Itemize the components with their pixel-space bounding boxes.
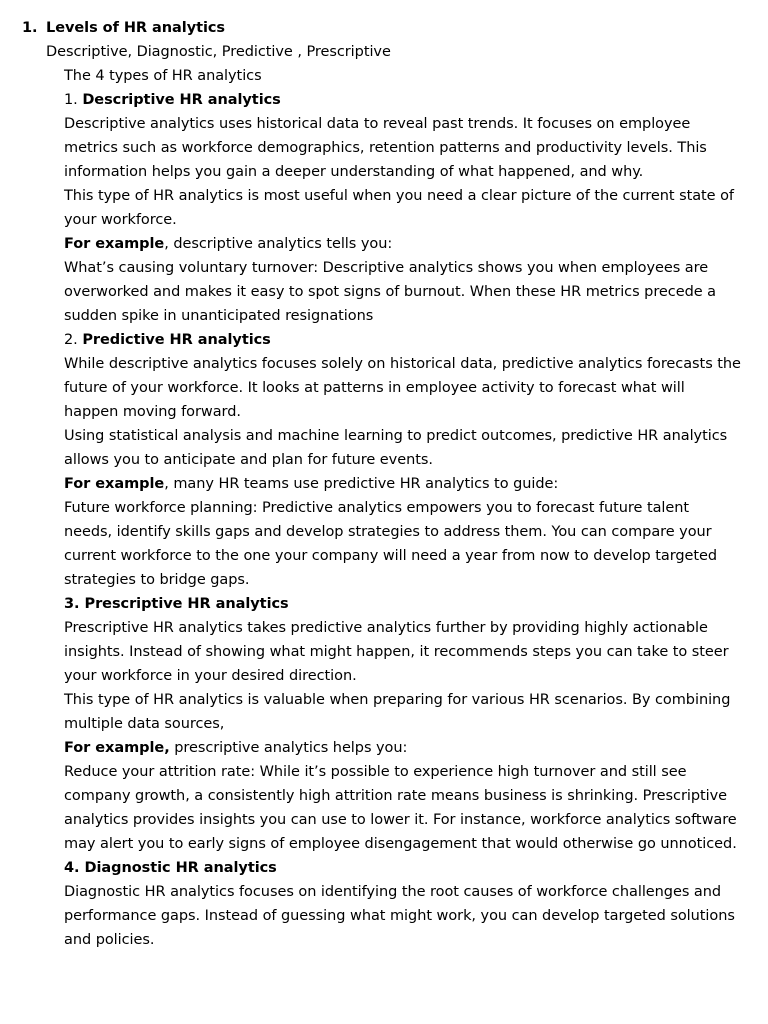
predictive-line: While descriptive analytics focuses solely on historical data, predictive analytics forecasts the — [64, 356, 741, 372]
diagnostic-line: performance gaps. Instead of guessing what might work, you can develop targeted solutions — [64, 908, 735, 924]
predictive-line: allows you to anticipate and plan for future events. — [64, 452, 433, 468]
descriptive-line: your workforce. — [64, 212, 177, 228]
levels-line: Descriptive, Diagnostic, Predictive , Prescriptive — [46, 44, 391, 60]
example-label: For example, — [64, 740, 170, 756]
example-text: , many HR teams use predictive HR analytics to guide: — [164, 476, 559, 492]
descriptive-number: 1. — [64, 92, 78, 108]
example-label: For example — [64, 236, 165, 252]
descriptive-title: Descriptive HR analytics — [82, 92, 281, 108]
diagnostic-line: Diagnostic HR analytics focuses on identifying the root causes of workforce challenges and — [64, 884, 722, 900]
predictive-number: 2. — [64, 332, 78, 348]
prescriptive-line: Prescriptive HR analytics takes predictive analytics further by providing highly actionable — [64, 620, 708, 636]
descriptive-line: metrics such as workforce demographics, retention patterns and productivity levels. This — [64, 140, 707, 156]
predictive-line: future of your workforce. It looks at patterns in employee activity to forecast what will — [64, 380, 685, 396]
descriptive-example — [64, 232, 392, 256]
prescriptive-example-line: Reduce your attrition rate: While it’s possible to experience high turnover and still see — [64, 764, 687, 780]
predictive-line: Using statistical analysis and machine learning to predict outcomes, predictive HR analytics — [64, 428, 728, 444]
prescriptive-line: This type of HR analytics is valuable when preparing for various HR scenarios. By combining — [64, 692, 731, 708]
diagnostic-heading: 4. Diagnostic HR analytics — [64, 860, 277, 876]
prescriptive-example-line: company growth, a consistently high attrition rate means business is shrinking. Prescriptive — [64, 788, 728, 804]
prescriptive-example-line: analytics provides insights you can use to lower it. For instance, workforce analytics software — [64, 812, 737, 828]
prescriptive-example-line: may alert you to early signs of employee disengagement that would otherwise go unnoticed. — [64, 836, 737, 852]
descriptive-example-line: What’s causing voluntary turnover: Descriptive analytics shows you when employees are — [64, 260, 709, 276]
example-text: , descriptive analytics tells you: — [164, 236, 393, 252]
prescriptive-line: your workforce in your desired direction. — [64, 668, 357, 684]
predictive-title: Predictive HR analytics — [82, 332, 271, 348]
descriptive-line: Descriptive analytics uses historical data to reveal past trends. It focuses on employee — [64, 116, 691, 132]
prescriptive-line: insights. Instead of showing what might happen, it recommends steps you can take to steer — [64, 644, 729, 660]
descriptive-heading — [64, 88, 281, 112]
example-text: prescriptive analytics helps you: — [169, 740, 408, 756]
example-label: For example — [64, 476, 165, 492]
diagnostic-line: and policies. — [64, 932, 155, 948]
section-title: Levels of HR analytics — [46, 20, 226, 36]
descriptive-line: information helps you gain a deeper understanding of what happened, and why. — [64, 164, 644, 180]
prescriptive-heading: 3. Prescriptive HR analytics — [64, 596, 289, 612]
predictive-example-line: needs, identify skills gaps and develop strategies to address them. You can compare your — [64, 524, 712, 540]
predictive-example — [64, 472, 558, 496]
descriptive-example-line: sudden spike in unanticipated resignations — [64, 308, 374, 324]
descriptive-line: This type of HR analytics is most useful when you need a clear picture of the current state of — [64, 188, 734, 204]
section-number: 1. — [22, 20, 38, 36]
predictive-heading — [64, 328, 271, 352]
predictive-example-line: current workforce to the one your company will need a year from now to develop targeted — [64, 548, 718, 564]
descriptive-example-line: overworked and makes it easy to spot signs of burnout. When these HR metrics precede a — [64, 284, 717, 300]
predictive-line: happen moving forward. — [64, 404, 241, 420]
types-intro: The 4 types of HR analytics — [64, 68, 262, 84]
prescriptive-line: multiple data sources, — [64, 716, 225, 732]
prescriptive-example — [64, 736, 407, 760]
predictive-example-line: strategies to bridge gaps. — [64, 572, 250, 588]
predictive-example-line: Future workforce planning: Predictive analytics empowers you to forecast future talent — [64, 500, 690, 516]
